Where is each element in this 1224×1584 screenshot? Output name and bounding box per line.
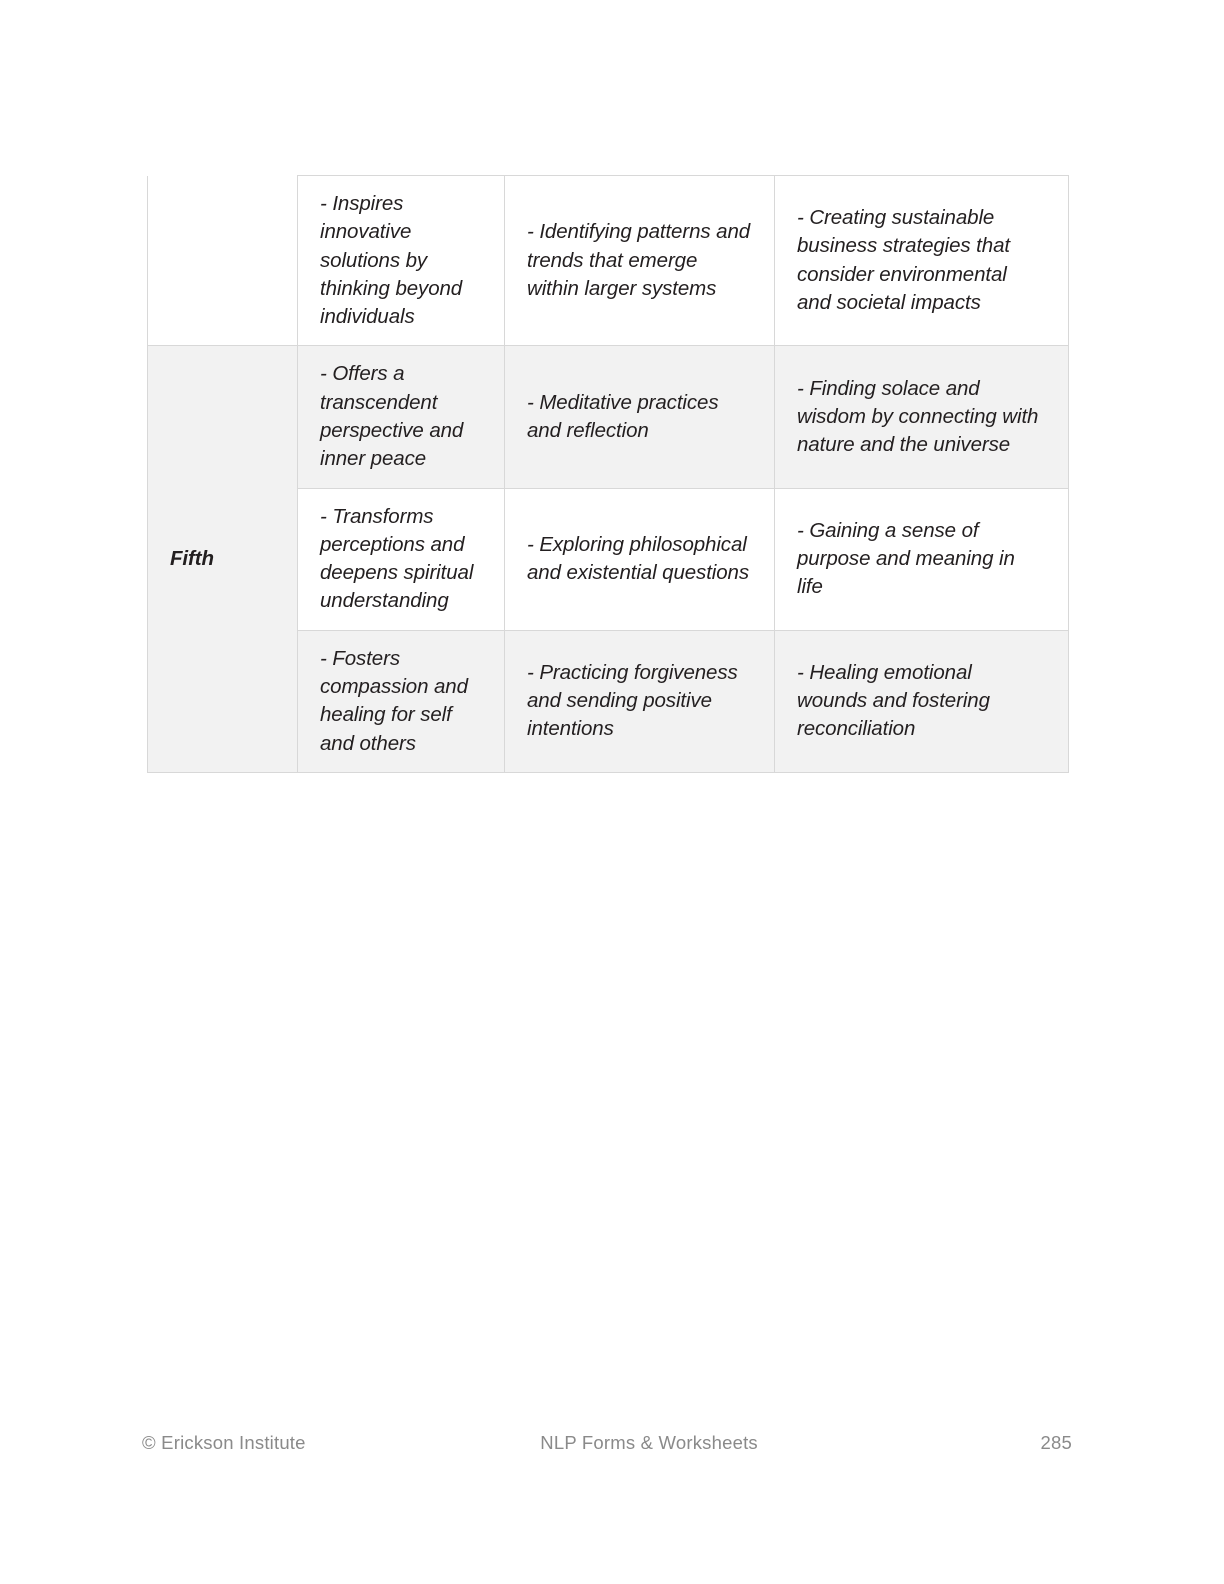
- table-cell-col2: - Identifying patterns and trends that emerge within larger systems: [505, 176, 775, 346]
- table-cell-col2: - Meditative practices and reflection: [505, 346, 775, 488]
- table-cell-col3: - Creating sustainable business strategies that consider environmental and societal impacts: [775, 176, 1069, 346]
- table-cell-col1: - Transforms perceptions and deepens spiritual understanding: [298, 488, 505, 630]
- table-cell-col1: - Fosters compassion and healing for self and others: [298, 630, 505, 772]
- table-row: [148, 346, 1069, 488]
- table-cell-col3: - Gaining a sense of purpose and meaning in life: [775, 488, 1069, 630]
- table-cell-col3: - Healing emotional wounds and fostering reconciliation: [775, 630, 1069, 772]
- table-cell-col2: - Practicing forgiveness and sending positive intentions: [505, 630, 775, 772]
- row-label-cell-fifth: Fifth: [148, 346, 298, 772]
- table-cell-col2: - Exploring philosophical and existential questions: [505, 488, 775, 630]
- row-label-cell-empty: [148, 176, 298, 346]
- matrix-table-container: [147, 175, 1068, 773]
- table-cell-col1: - Offers a transcendent perspective and inner peace: [298, 346, 505, 488]
- footer-title: NLP Forms & Worksheets: [540, 1432, 758, 1453]
- footer-copyright: © Erickson Institute: [142, 1432, 306, 1453]
- matrix-table: [147, 175, 1069, 773]
- page-footer: [142, 1432, 1072, 1454]
- table-cell-col1: - Inspires innovative solutions by thinking beyond individuals: [298, 176, 505, 346]
- footer-page-number: 285: [1040, 1432, 1072, 1453]
- table-cell-col3: - Finding solace and wisdom by connecting with nature and the universe: [775, 346, 1069, 488]
- table-row: [148, 176, 1069, 346]
